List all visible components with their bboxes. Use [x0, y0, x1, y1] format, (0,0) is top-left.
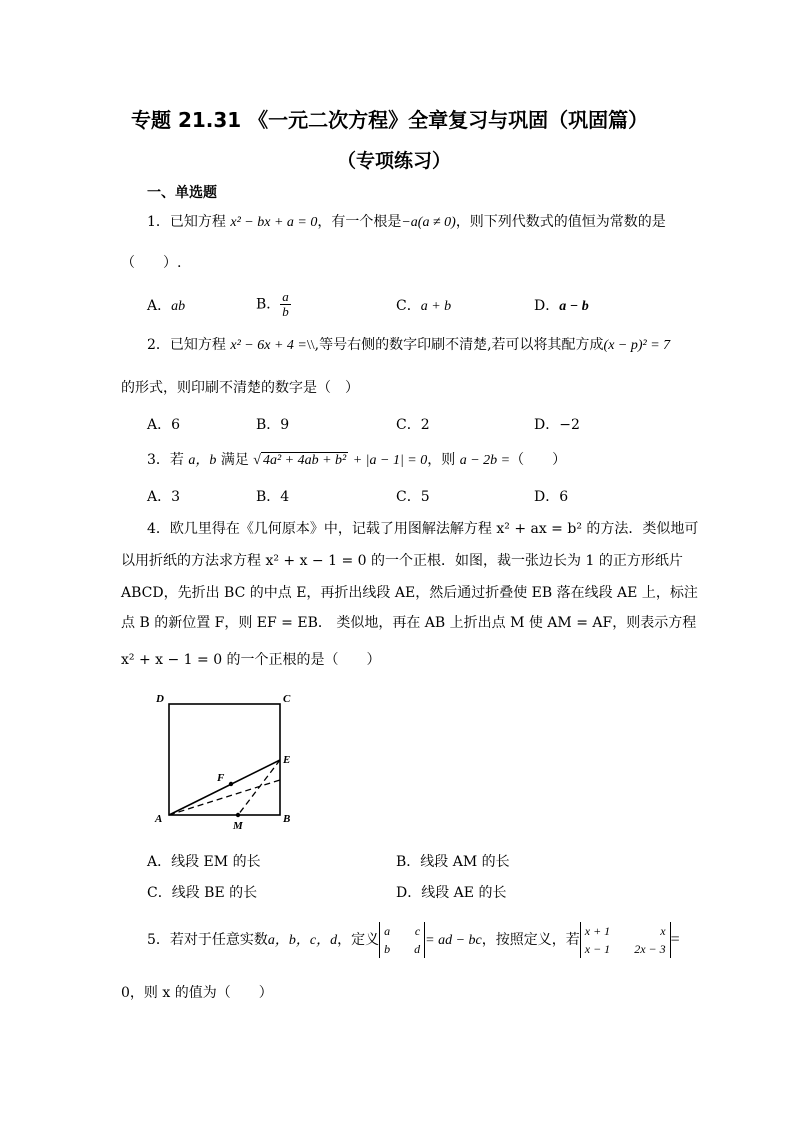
dashed-fold-line [169, 780, 280, 815]
question-1-stem: 1．已知方程 x² − bx + a = 0，有一个根是−a(a ≠ 0)，则下列代数式的值恒为常数的是 [147, 214, 666, 230]
point-f [229, 782, 233, 786]
square-abcd [169, 704, 280, 815]
question-2-stem-line2: 的形式，则印刷不清楚的数字是（ ） [121, 380, 359, 396]
label-b: B [283, 813, 291, 825]
label-e: E [283, 754, 291, 766]
q4-option-a[interactable]: A．线段 EM 的长 [147, 854, 261, 870]
segment-ae [169, 760, 280, 815]
question-4-line-5: x² + x − 1 = 0 的一个正根的是（ ） [121, 652, 381, 668]
question-4-line-3: ABCD，先折出 BC 的中点 E，再折出线段 AE，然后通过折叠使 EB 落在线段 AE 上，标注 [121, 585, 698, 601]
question-3-stem: 3．若 a，b 满足 √ 4a² + 4ab + b² + |a − 1| = 0，则 a − 2b =（ ） [147, 452, 567, 468]
section-heading: 一、单选题 [147, 185, 217, 201]
question-5-stem: 5．若对于任意实数a，b，c，d，定义 a c b d = ad − bc，按照定义，若 x + 1 x x − 1 2x − 3 = [147, 924, 680, 956]
point-m [236, 813, 240, 817]
q3-option-c[interactable]: C．5 [396, 489, 430, 505]
label-a: A [155, 813, 163, 825]
question-4-line-1: 4．欧几里得在《几何原本》中，记载了用图解法解方程 x² + ax = b² 的方法．类似地可 [147, 521, 699, 537]
q4-option-d[interactable]: D．线段 AE 的长 [396, 885, 507, 901]
q3-option-b[interactable]: B．4 [256, 489, 290, 505]
q1-option-b[interactable]: B． $\frac{a}{b}$ [256, 289, 289, 319]
question-4-line-4: 点 B 的新位置 F，则 EF = EB． 类似地，再在 AB 上折出点 M 使 AM = AF，则表示方程 [121, 615, 697, 631]
q2-option-b[interactable]: B．9 [256, 417, 290, 433]
question-1-paren: （ ）. [121, 255, 182, 271]
label-f: F [217, 772, 225, 784]
question-5-line-2: 0，则 x 的值为（ ） [121, 985, 273, 1001]
q2-option-c[interactable]: C．2 [396, 417, 430, 433]
q2-option-d[interactable]: D．−2 [534, 417, 580, 433]
label-m: M [233, 820, 243, 832]
page-title: 专题 21.31 《一元二次方程》全章复习与巩固（巩固篇） [131, 108, 649, 132]
page-subtitle: （专项练习） [337, 150, 452, 172]
determinant-equation: x + 1 x x − 1 2x − 3 [580, 922, 671, 958]
q4-option-b[interactable]: B．线段 AM 的长 [396, 854, 510, 870]
question-2-stem: 2．已知方程 x² − 6x + 4 =\\,等号右侧的数字印刷不清楚,若可以将其配方成(x − p)² = 7 [147, 337, 671, 353]
q1-option-d[interactable]: D．a − b [534, 298, 589, 314]
q4-option-c[interactable]: C．线段 BE 的长 [147, 885, 258, 901]
q1-option-a[interactable]: A．ab [147, 298, 186, 314]
q2-option-a[interactable]: A．6 [147, 417, 181, 433]
label-c: C [283, 693, 291, 705]
square-fold-figure [150, 688, 310, 838]
q3-option-d[interactable]: D．6 [534, 489, 569, 505]
q3-option-a[interactable]: A．3 [147, 489, 181, 505]
q1-option-c[interactable]: C．a + b [396, 298, 452, 314]
label-d: D [156, 693, 164, 705]
determinant-definition: a c b d [379, 922, 425, 958]
dashed-segment-em [238, 760, 280, 815]
question-4-line-2: 以用折纸的方法求方程 x² + x − 1 = 0 的一个正根．如图，裁一张边长为 1 的正方形纸片 [121, 553, 683, 569]
